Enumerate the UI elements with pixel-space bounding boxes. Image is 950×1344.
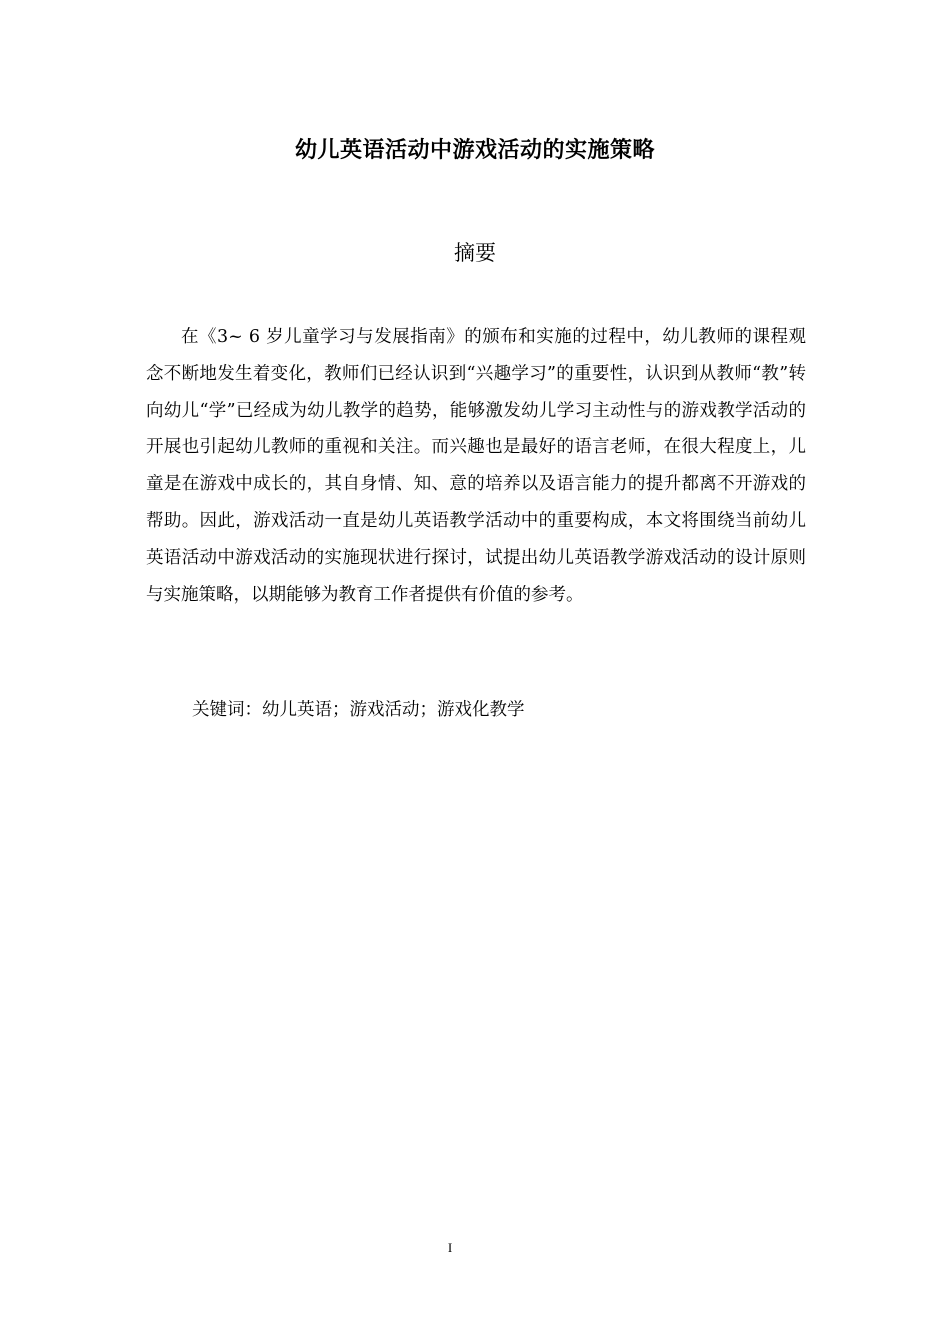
abstract-body: 在《3~ 6 岁儿童学习与发展指南》的颁布和实施的过程中，幼儿教师的课程观念不断地发生着变化，教师们已经认识到“兴趣学习”的重要性，认识到从教师“教”转向幼儿“学”已经成为幼儿教学的趋势，能够激发幼儿学习主动性与的游戏教学活动的开展也引起幼儿教师的重视和关注。而兴趣也是最好的语言老师，在很大程度上，儿童是在游戏中成长的，其自身情、知、意的培养以及语言能力的提升都离不开游戏的帮助。因此，游戏活动一直是幼儿英语教学活动中的重要构成，本文将围绕当前幼儿英语活动中游戏活动的实施现状进行探讨，试提出幼儿英语教学游戏活动的设计原则与实施策略，以期能够为教育工作者提供有价值的参考。 [146,327,806,605]
page-number: I [447,1240,453,1255]
document-title: 幼儿英语活动中游戏活动的实施策略 [294,138,655,163]
abstract-heading: 摘要 [454,241,496,265]
keywords-line: 关键词：幼儿英语；游戏活动；游戏化教学 [192,700,525,720]
